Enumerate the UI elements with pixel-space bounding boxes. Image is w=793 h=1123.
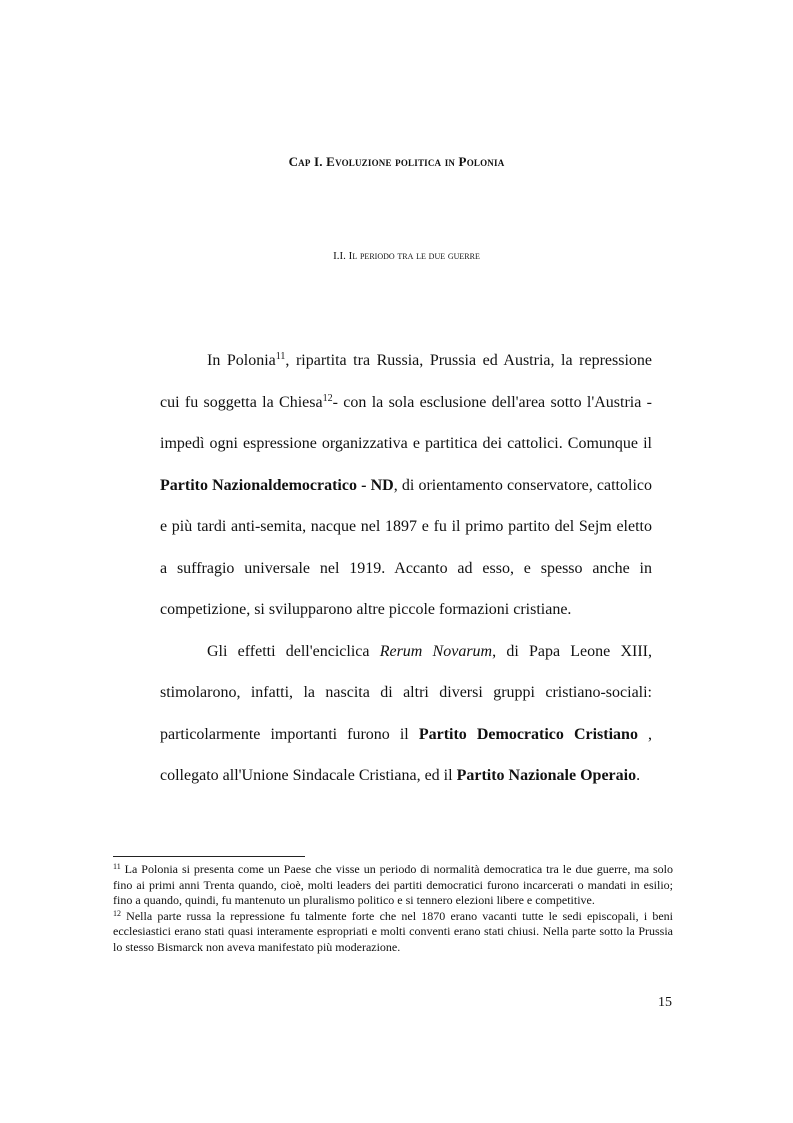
- paragraph-2: Gli effetti dell'enciclica Rerum Novarum, di Papa Leone XIII, stimolarono, infatti, la nascita di altri diversi gruppi cristiano-sociali: particolarmente importanti furono il Partito Democratico Cristiano , collegato all'Unione Sindacale Cristiana, ed il Partito Nazionale Operaio.: [160, 642, 653, 784]
- footnotes: [113, 862, 673, 955]
- party-name-workers: Partito Nazionale Operaio: [456, 767, 637, 784]
- footnote-12: $^{12}$ Nella parte russa la repressione fu talmente forte che nel 1870 erano vacanti tutte le sedi episcopali, i beni ecclesiastici erano stati quasi interamente espropriati e molti conventi erano stati chiusi. Nella parte sotto la Prussia lo stesso Bismarck non aveva manifestato più moderazione.: [113, 908, 673, 954]
- party-name-christian-democratic: Partito Democratico Cristiano: [418, 725, 638, 743]
- footnote-ref-12[interactable]: 12: [322, 392, 333, 404]
- party-name-nd: Partito Nazionaldemocratico - ND: [160, 476, 394, 494]
- encyclical-title: Rerum Novarum: [379, 642, 493, 660]
- chapter-title: Cap I. Evoluzione politica in Polonia: [288, 154, 505, 169]
- footnote-11: $^{11}$ La Polonia si presenta come un Paese che visse un periodo di normalità democratica tra le due guerre, ma solo fino ai primi anni Trenta quando, cioè, molti leaders dei partiti democratici furono incarcerati o mandati in esilio; fino a quando, quindi, fu mantenuto un pluralismo politico e si tennero elezioni libere e competitive.: [113, 862, 673, 907]
- paragraph-1: In Polonia$^{11}$, ripartita tra Russia, Prussia ed Austria, la repressione cui fu soggetta la Chiesa$^{12}$- con la sola esclusione dell'area sotto l'Austria - impedì ogni espressione organizzativa e partitica dei cattolici. Comunque il Partito Nazionaldemocratico - ND, di orientamento conservatore, cattolico e più tardi anti-semita, nacque nel 1897 e fu il primo partito del Sejm eletto a suffragio universale nel 1919. Accanto ad esso, e spesso anche in competizione, si svilupparono altre piccole formazioni cristiane.: [160, 351, 653, 618]
- footnote-divider: [113, 856, 305, 857]
- footnote-ref-11[interactable]: 11: [275, 351, 286, 362]
- body-text: [160, 340, 652, 797]
- page-number: 15: [658, 995, 672, 1010]
- section-title: I.I. Il periodo tra le due guerre: [333, 250, 480, 262]
